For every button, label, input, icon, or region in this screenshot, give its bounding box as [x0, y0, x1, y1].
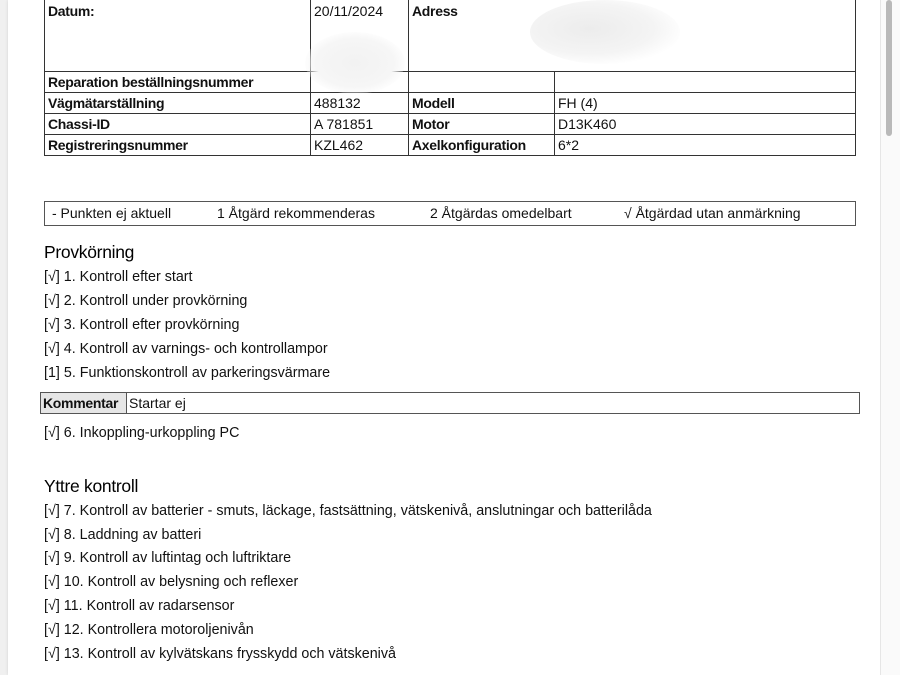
item-text: 7. Kontroll av batterier - smuts, läckage, fastsättning, vätskenivå, anslutningar och batterilåda [63, 503, 652, 519]
list-item [44, 269, 193, 285]
redaction-blur [530, 0, 680, 64]
engine-label: Motor [409, 114, 555, 135]
scrollbar-thumb[interactable] [886, 0, 892, 136]
item-status: [1] [44, 365, 60, 381]
item-status: [√] [44, 622, 60, 638]
item-status: [√] [44, 503, 60, 519]
address-label: Adress [409, 0, 856, 72]
item-status: [√] [44, 425, 60, 441]
item-status: [√] [44, 293, 60, 309]
legend-not-applicable: - Punkten ej aktuell [52, 205, 172, 221]
list-item [44, 341, 328, 357]
registration-label: Registreringsnummer [45, 135, 311, 156]
axle-config-label: Axelkonfiguration [409, 135, 555, 156]
vehicle-info-table [44, 0, 856, 156]
axle-config-value: 6*2 [555, 135, 856, 156]
chassis-id-label: Chassi-ID [45, 114, 311, 135]
chassis-id-value: A 781851 [311, 114, 409, 135]
list-item [44, 598, 234, 614]
item-text: 3. Kontroll efter provkörning [63, 317, 240, 333]
table-row [45, 0, 856, 72]
comment-box [40, 392, 860, 414]
date-value: 20/11/2024 [311, 0, 409, 72]
item-text: 12. Kontrollera motoroljenivån [63, 622, 254, 638]
odometer-value: 488132 [311, 93, 409, 114]
section-title-yttre-kontroll: Yttre kontroll [44, 476, 139, 496]
item-text: 4. Kontroll av varnings- och kontrollampor [63, 341, 328, 357]
date-label: Datum: [45, 0, 311, 72]
item-text: 5. Funktionskontroll av parkeringsvärmare [63, 365, 331, 381]
item-text: 13. Kontroll av kylvätskans frysskydd och vätskenivå [63, 646, 396, 662]
item-text: 10. Kontroll av belysning och reflexer [63, 574, 299, 590]
item-status: [√] [44, 646, 60, 662]
item-text: 6. Inkoppling-urkoppling PC [63, 425, 240, 441]
list-item [44, 365, 330, 381]
list-item [44, 317, 239, 333]
item-text: 8. Laddning av batteri [63, 527, 202, 543]
table-row [45, 72, 856, 93]
list-item [44, 293, 247, 309]
empty-cell [409, 72, 555, 93]
model-value: FH (4) [555, 93, 856, 114]
list-item [44, 550, 291, 566]
legend-recommended: 1 Åtgärd rekommenderas [217, 205, 375, 221]
list-item [44, 646, 396, 662]
item-status: [√] [44, 317, 60, 333]
list-item [44, 527, 201, 543]
item-text: 11. Kontroll av radarsensor [63, 598, 235, 614]
model-label: Modell [409, 93, 555, 114]
list-item [44, 574, 298, 590]
section-title-provkorning: Provkörning [44, 242, 135, 262]
engine-value: D13K460 [555, 114, 856, 135]
item-text: 9. Kontroll av luftintag och luftriktare [63, 550, 292, 566]
registration-value: KZL462 [311, 135, 409, 156]
comment-label: Kommentar [41, 393, 127, 413]
list-item [44, 503, 652, 519]
item-status: [√] [44, 269, 60, 285]
item-status: [√] [44, 598, 60, 614]
item-text: 2. Kontroll under provkörning [63, 293, 248, 309]
legend-done: √ Åtgärdad utan anmärkning [624, 205, 801, 221]
status-legend [44, 201, 856, 226]
comment-value: Startar ej [129, 395, 186, 411]
item-status: [√] [44, 574, 60, 590]
legend-immediate: 2 Åtgärdas omedelbart [430, 205, 572, 221]
item-text: 1. Kontroll efter start [63, 269, 193, 285]
empty-cell [555, 72, 856, 93]
item-status: [√] [44, 527, 60, 543]
item-status: [√] [44, 341, 60, 357]
repair-order-label: Reparation beställningsnummer [45, 72, 311, 93]
odometer-label: Vägmätarställning [45, 93, 311, 114]
table-row [45, 93, 856, 114]
list-item [44, 425, 239, 441]
table-row [45, 135, 856, 156]
redaction-blur [305, 32, 405, 94]
table-row [45, 114, 856, 135]
item-status: [√] [44, 550, 60, 566]
list-item [44, 622, 254, 638]
